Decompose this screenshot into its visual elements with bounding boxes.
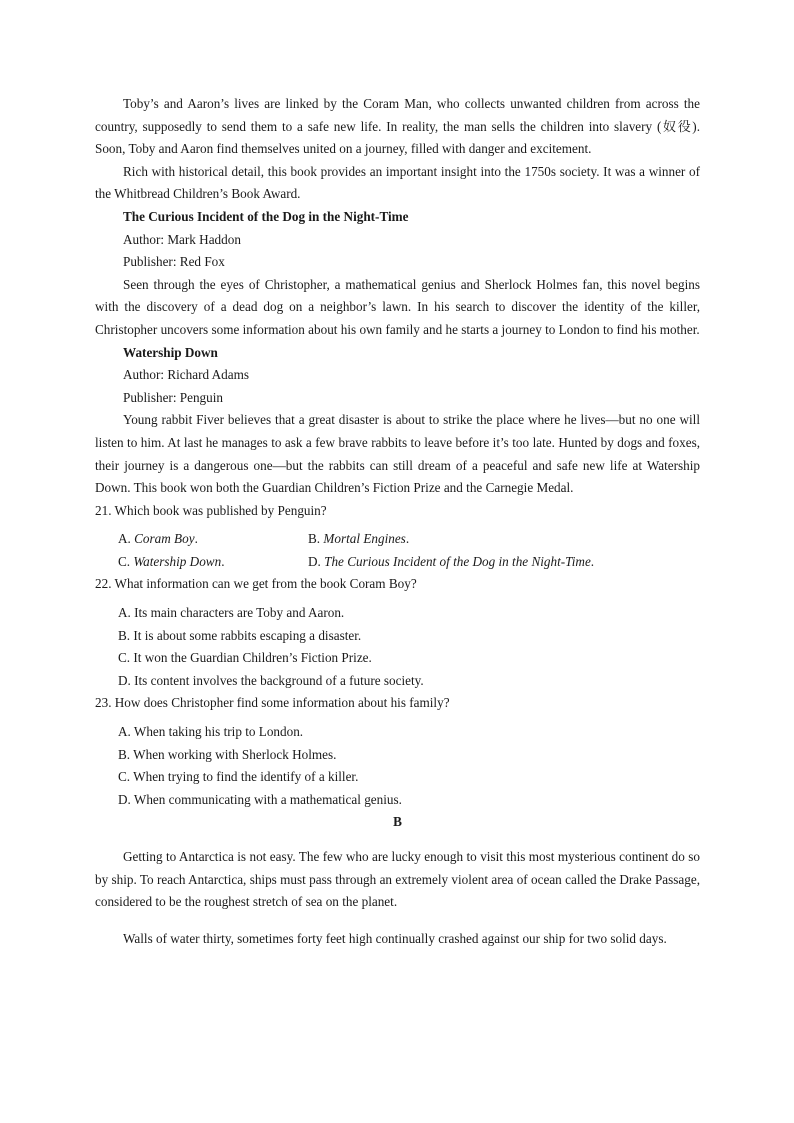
- book-description-curious-incident: Seen through the eyes of Christopher, a mathematical genius and Sherlock Holmes fan, this novel begins with the discovery of a dead dog on a neighbor’s lawn. In his search to discover the identity of the killer, Christopher uncovers some information about his own family and he starts a journey to London to find his mother.: [95, 276, 700, 337]
- question-21-option-a: [118, 528, 308, 551]
- option-text: Watership Down: [133, 553, 222, 569]
- book-title-watership-down: Watership Down: [123, 344, 218, 360]
- option-text: Mortal Engines: [323, 531, 406, 547]
- coram-boy-paragraph-1: Toby’s and Aaron’s lives are linked by the Coram Man, who collects unwanted children from across the country, supposedly to send them to a safe new life. In reality, the man sells the children into slavery (奴役). Soon, Toby and Aaron find themselves united on a journey, filled with danger and excitement.: [95, 96, 700, 157]
- coram-boy-paragraph-2: Rich with historical detail, this book provides an important insight into the 1750s society. It was a winner of the Whitbread Children’s Book Award.: [95, 163, 700, 202]
- question-23-option-c: C. When trying to find the identify of a killer.: [118, 769, 359, 785]
- question-21-option-d: [308, 551, 594, 574]
- book-publisher-curious-incident: Publisher: Red Fox: [123, 254, 225, 270]
- question-23-stem: 23. How does Christopher find some information about his family?: [95, 695, 450, 711]
- question-22-options: [95, 602, 700, 692]
- option-text: Coram Boy: [134, 531, 195, 547]
- antarctica-paragraph-2: Walls of water thirty, sometimes forty feet high continually crashed against our ship for two solid days.: [123, 930, 667, 946]
- book-publisher-watership-down: Publisher: Penguin: [123, 389, 224, 405]
- spacer: [95, 914, 700, 928]
- option-letter: C.: [118, 553, 134, 569]
- option-letter: B.: [308, 531, 324, 547]
- book-title-curious-incident: The Curious Incident of the Dog in the Night-Time: [123, 208, 409, 224]
- question-23-option-a: A. When taking his trip to London.: [118, 724, 304, 740]
- question-21-stem: 21. Which book was published by Penguin?: [95, 502, 327, 518]
- question-22-option-d: D. Its content involves the background of a future society.: [118, 672, 424, 688]
- question-22-stem: 22. What information can we get from the book Coram Boy?: [95, 576, 417, 592]
- option-punct: .: [590, 553, 595, 569]
- question-22-option-a: A. Its main characters are Toby and Aaron.: [118, 605, 345, 621]
- question-23-options: [95, 721, 700, 811]
- option-letter: A.: [118, 531, 135, 547]
- question-22-option-c: C. It won the Guardian Children’s Fiction Prize.: [118, 650, 372, 666]
- question-21-option-b: [308, 528, 409, 551]
- question-21-option-c: [118, 551, 308, 574]
- option-text: The Curious Incident of the Dog in the Night-Time: [324, 553, 591, 569]
- option-punct: .: [221, 553, 225, 569]
- option-letter: D.: [308, 553, 325, 569]
- question-21-options: [95, 528, 700, 573]
- antarctica-paragraph-1: Getting to Antarctica is not easy. The few who are lucky enough to visit this most mysterious continent do so by ship. To reach Antarctica, ships must pass through an extremely violent area of ocean called the Drake Passage, considered to be the roughest stretch of sea on the planet.: [95, 849, 700, 910]
- document-content: [95, 93, 700, 950]
- section-b-heading: B: [393, 814, 402, 830]
- question-21-row-2: [118, 551, 700, 574]
- question-23-option-b: B. When working with Sherlock Holmes.: [118, 746, 337, 762]
- option-punct: .: [194, 531, 198, 547]
- question-21-row-1: [118, 528, 700, 551]
- book-description-watership-down: Young rabbit Fiver believes that a great disaster is about to strike the place where he lives—but no one will listen to him. At last he manages to ask a few brave rabbits to leave before it’s too late. Hunted by dogs and foxes, their journey is a dangerous one—but the rabbits can still dream of a peaceful and safe new life at Watership Down. This book won both the Guardian Children’s Fiction Prize and the Carnegie Medal.: [95, 412, 700, 496]
- book-author-curious-incident: Author: Mark Haddon: [123, 231, 241, 247]
- question-22-option-b: B. It is about some rabbits escaping a disaster.: [118, 627, 362, 643]
- question-23-option-d: D. When communicating with a mathematical genius.: [118, 791, 402, 807]
- book-author-watership-down: Author: Richard Adams: [123, 367, 249, 383]
- option-punct: .: [405, 531, 410, 547]
- spacer: [95, 834, 700, 846]
